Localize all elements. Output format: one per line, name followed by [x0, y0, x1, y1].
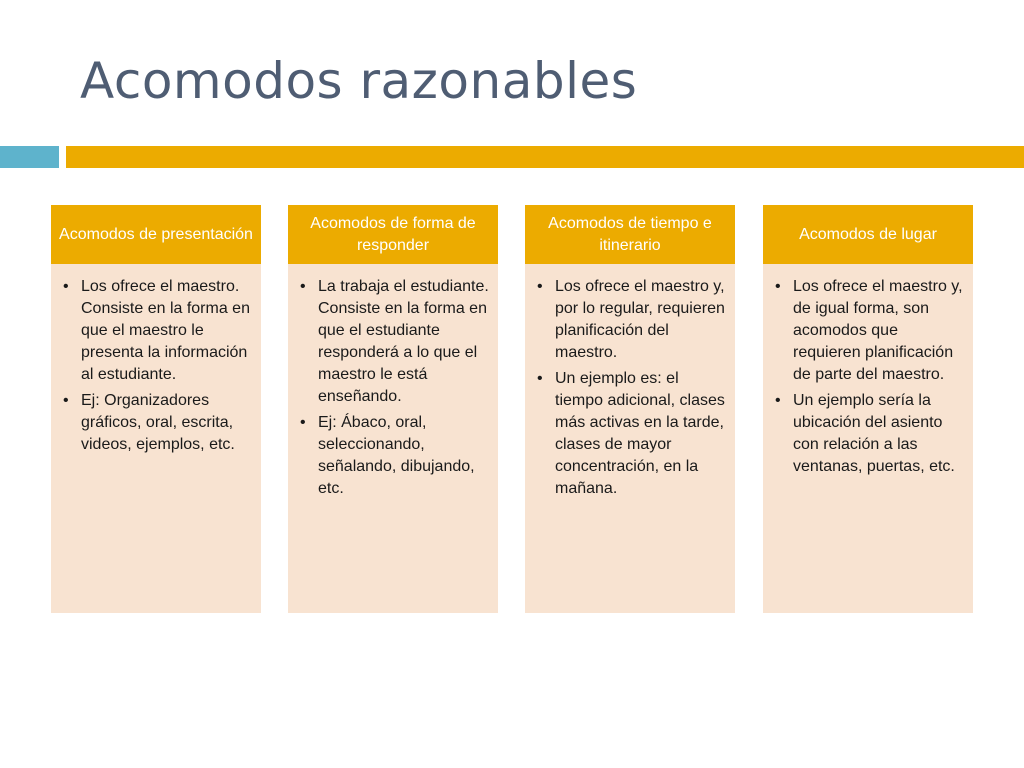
column-heading: Acomodos de forma de responder — [288, 205, 498, 264]
column-tiempo-e-itinerario — [525, 205, 735, 613]
column-bullet-list — [51, 264, 261, 456]
column-heading: Acomodos de lugar — [763, 205, 973, 264]
column-presentacion — [51, 205, 261, 613]
column-bullet-list — [763, 264, 973, 478]
column-forma-de-responder — [288, 205, 498, 613]
column-lugar — [763, 205, 973, 613]
accent-bar-blue — [0, 146, 59, 168]
bullet-item: • Los ofrece el maestro y, por lo regular, requieren planificación del maestro. — [537, 276, 727, 364]
column-heading: Acomodos de tiempo e itinerario — [525, 205, 735, 264]
bullet-item: • Ej: Organizadores gráficos, oral, escrita, videos, ejemplos, etc. — [63, 390, 253, 456]
bullet-item: • Un ejemplo es: el tiempo adicional, clases más activas en la tarde, clases de mayor concentración, en la mañana. — [537, 368, 727, 500]
bullet-item: • Los ofrece el maestro y, de igual forma, son acomodos que requieren planificación de parte del maestro. — [775, 276, 965, 386]
bullet-item: • Los ofrece el maestro. Consiste en la forma en que el maestro le presenta la información al estudiante. — [63, 276, 253, 386]
slide-title: Acomodos razonables — [80, 52, 638, 110]
column-heading: Acomodos de presentación — [51, 205, 261, 264]
bullet-item: • La trabaja el estudiante. Consiste en la forma en que el estudiante responderá a lo que el maestro le está enseñando. — [300, 276, 490, 408]
bullet-item: • Ej: Ábaco, oral, seleccionando, señalando, dibujando, etc. — [300, 412, 490, 500]
bullet-item: • Un ejemplo sería la ubicación del asiento con relación a las ventanas, puertas, etc. — [775, 390, 965, 478]
accent-bar-gold — [66, 146, 1024, 168]
column-bullet-list — [525, 264, 735, 500]
column-bullet-list — [288, 264, 498, 500]
